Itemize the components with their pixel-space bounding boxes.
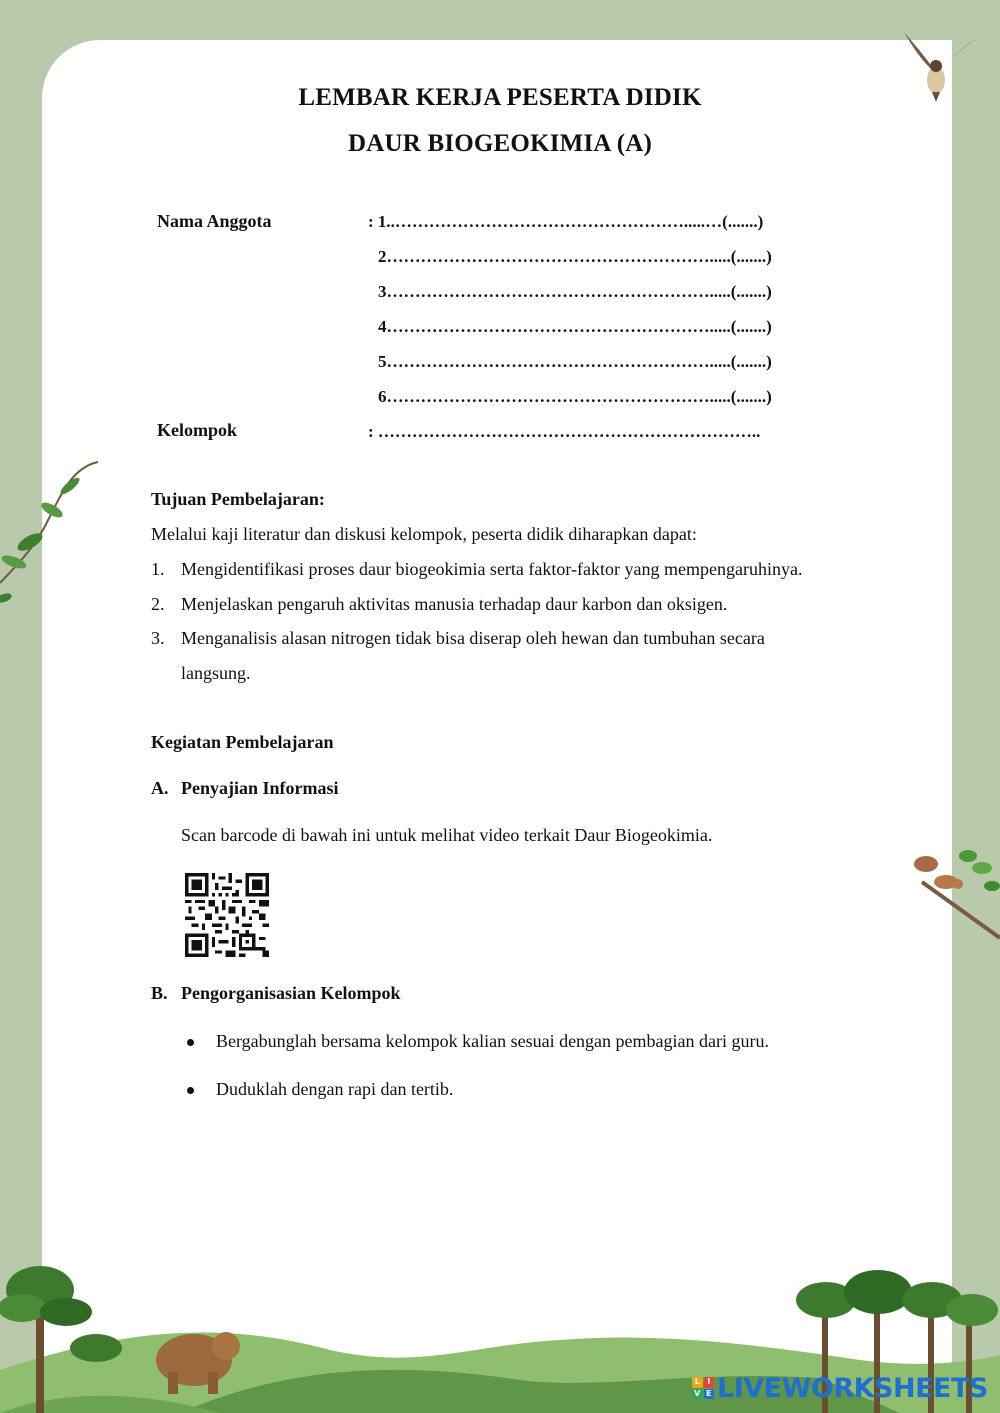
- section-a-text: Scan barcode di bawah ini untuk melihat video terkait Daur Biogeokimia.: [181, 825, 713, 845]
- liveworksheets-logo: [692, 1372, 988, 1404]
- vine-illustration: [0, 458, 100, 623]
- section-b-title: Pengorganisasian Kelompok: [181, 983, 401, 1003]
- squirrel-illustration: [912, 842, 1000, 942]
- worksheet-page: [42, 40, 952, 1413]
- objectives-intro: Melalui kaji literatur dan diskusi kelompok, peserta didik diharapkan dapat:: [151, 524, 697, 544]
- section-b-bullet-2: Duduklah dengan rapi dan tertib.: [216, 1079, 454, 1099]
- qr-code[interactable]: [185, 873, 269, 957]
- section-b-bullet-1: Bergabunglah bersama kelompok kalian sesuai dengan pembagian dari guru.: [216, 1031, 769, 1051]
- group-label: Kelompok: [157, 420, 238, 440]
- group-field[interactable]: : …………………………………………………………..: [368, 422, 761, 441]
- bird-illustration: [896, 28, 980, 104]
- section-b-letter: B.: [151, 983, 168, 1003]
- objective-text-3: Menganalisis alasan nitrogen tidak bisa diserap oleh hewan dan tumbuhan secara: [181, 628, 765, 648]
- section-a-title: Penyajian Informasi: [181, 778, 339, 798]
- title-line-2: DAUR BIOGEOKIMIA (A): [347, 130, 652, 157]
- bullet-marker: [187, 1039, 194, 1046]
- bullet-marker: [187, 1087, 194, 1094]
- objective-number-3: 3.: [151, 628, 165, 648]
- section-a-letter: A.: [151, 778, 169, 798]
- objective-text-3-cont: langsung.: [181, 663, 251, 683]
- objective-number-2: 2.: [151, 594, 165, 614]
- member-line-4[interactable]: 4………………………………………………….....(.......): [378, 317, 772, 336]
- member-line-5[interactable]: 5………………………………………………….....(.......): [378, 352, 772, 371]
- members-label: Nama Anggota: [157, 211, 272, 231]
- member-line-3[interactable]: 3………………………………………………….....(.......): [378, 282, 772, 301]
- objectives-heading: Tujuan Pembelajaran:: [151, 489, 325, 509]
- objective-text-1: Mengidentifikasi proses daur biogeokimia serta faktor-faktor yang mempengaruhinya.: [181, 559, 803, 579]
- member-line-1[interactable]: : 1..…………………………………………….....…(.......): [368, 212, 764, 231]
- objective-text-2: Menjelaskan pengaruh aktivitas manusia terhadap daur karbon dan oksigen.: [181, 594, 728, 614]
- activities-heading: Kegiatan Pembelajaran: [151, 732, 334, 752]
- liveworksheets-text: LIVEWORKSHEETS: [717, 1372, 988, 1404]
- member-line-6[interactable]: 6………………………………………………….....(.......): [378, 387, 772, 406]
- member-line-2[interactable]: 2………………………………………………….....(.......): [378, 247, 772, 266]
- objective-number-1: 1.: [151, 559, 165, 579]
- title-line-1: LEMBAR KERJA PESERTA DIDIK: [298, 84, 702, 111]
- liveworksheets-mark-icon: L I V E: [692, 1377, 714, 1399]
